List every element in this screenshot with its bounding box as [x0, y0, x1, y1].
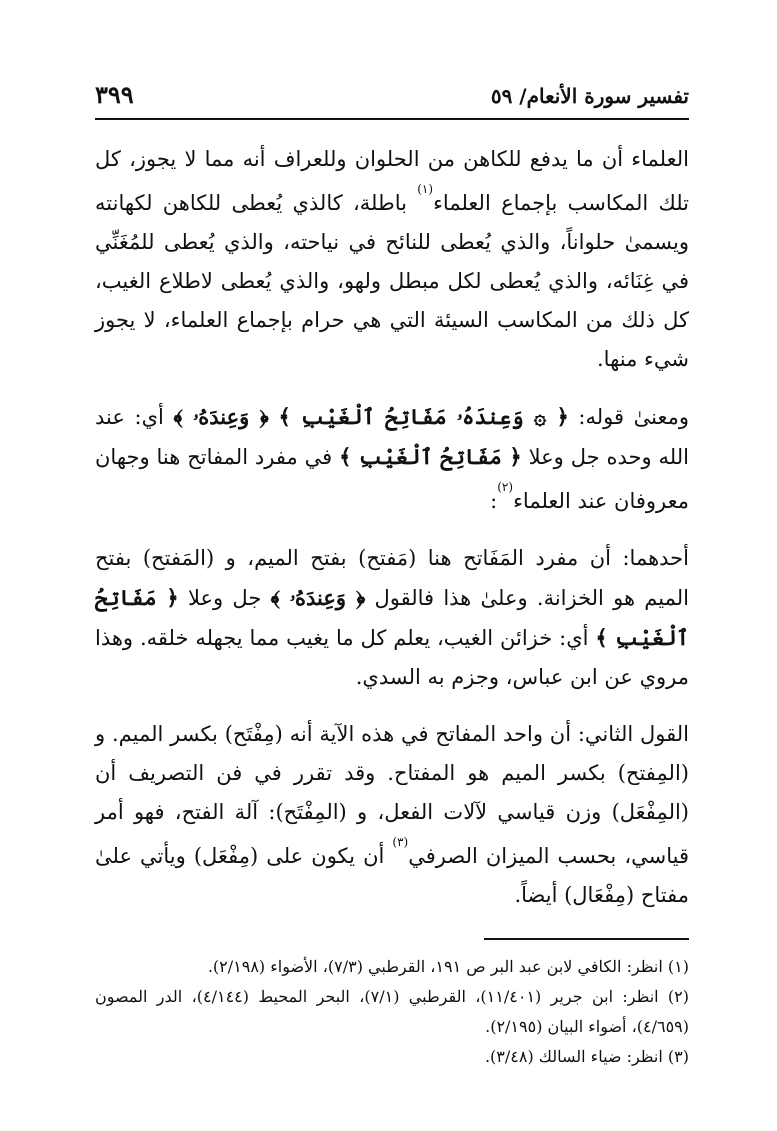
- paragraph-2: [95, 397, 689, 521]
- footnote-1: (١) انظر: الكافي لابن عبد البر ص ١٩١، القرطبي (٧/٣)، الأضواء (٢/١٩٨).: [207, 957, 689, 976]
- footnote-2: (٢) انظر: ابن جرير (١١/٤٠١)، القرطبي (٧/١)، البحر المحيط (٤/١٤٤)، الدر المصون (٤/٦٥٩)، أضواء البيان (٢/١٩٥).: [95, 987, 690, 1036]
- quran-verse: ﴿ مَفَاتِحُ ٱلْغَيْبِ ﴾: [339, 444, 522, 469]
- page-header: [95, 78, 689, 120]
- paragraph-text: باطلة، كالذي يُعطى للكاهن لكهانته ويسمىٰ حلواناً، والذي يُعطى للنائح في نياحته، والذي يُعطى للمُغَنِّي في غِنَائه، والذي يُعطى لكل مبطل ولهو، والذي يُعطى لاطلاع الغيب، كل ذلك من المكاسب السيئة التي هي حرام بإجماع العلماء، لا يجوز شيء منها.: [95, 191, 689, 371]
- paragraph-text: أحدهما: أن مفرد المَفَاتح هنا (مَفتح) بفتح الميم، و (المَفتح) بفتح الميم هو الخزانة. وعلىٰ هذا فالقول: [95, 546, 689, 610]
- paragraph-text: أن يكون على (مِفْعَل) ويأتي علىٰ مفتاح (مِفْعَال) أيضاً.: [95, 844, 689, 907]
- paragraph-text: ومعنىٰ قوله:: [568, 405, 689, 429]
- paragraph-text: القول الثاني: أن واحد المفاتح في هذه الآية أنه (مِفْتَح) بكسر الميم. و (المِفتح) بكسر الميم هو المفتاح. وقد تقرر في فن التصريف أن (المِفْعَل) وزن قياسي لآلات الفعل، و (المِفْتَح): آلة الفتح، فهو أمر قياسي، بحسب الميزان الصرفي: [95, 722, 689, 868]
- quran-verse: ﴿ وَعِندَهُۥ ﴾: [270, 585, 366, 610]
- footnote-ref-2: (٢): [497, 480, 514, 494]
- quran-verse: ﴿ وَعِندَهُۥ ﴾: [173, 404, 269, 429]
- paragraph-1: [95, 140, 689, 379]
- paragraph-text: جل وعلا: [178, 586, 271, 610]
- paragraph-4: [95, 715, 689, 915]
- footnote-3: (٣) انظر: ضياء السالك (٣/٤٨).: [484, 1047, 689, 1066]
- running-title: تفسير سورة الأنعام/ ٥٩: [490, 84, 689, 108]
- footnotes: [95, 952, 689, 1072]
- footnote-ref-1: (١): [417, 182, 434, 196]
- footnote-divider: [484, 938, 689, 940]
- paragraph-3: [95, 539, 689, 697]
- page-number: ٣٩٩: [95, 80, 134, 109]
- quran-verse: ﴿ ۞ وَعِندَهُۥ مَفَاتِحُ ٱلْغَيْبِ ﴾: [278, 404, 569, 429]
- paragraph-text: في مفرد المفاتح هنا وجهان معروفان عند العلماء: [95, 445, 689, 513]
- paragraph-text: :: [490, 489, 498, 513]
- footnote-ref-3: (٣): [392, 835, 409, 849]
- paragraph-text: العلماء أن ما يدفع للكاهن من الحلوان وللعراف أنه مما لا يجوز، كل تلك المكاسب بإجماع العلماء: [95, 147, 690, 215]
- paragraph-text: أي: عند الله وحده جل وعلا: [95, 405, 689, 469]
- paragraph-text: أي: خزائن الغيب، يعلم كل ما يغيب مما يجهله خلقه. وهذا مروي عن ابن عباس، وجزم به السدي.: [95, 626, 689, 689]
- quran-verse: ﴿ مَفَاتِحُ ٱلْغَيْبِ ﴾: [95, 585, 689, 650]
- page-body: [95, 140, 689, 915]
